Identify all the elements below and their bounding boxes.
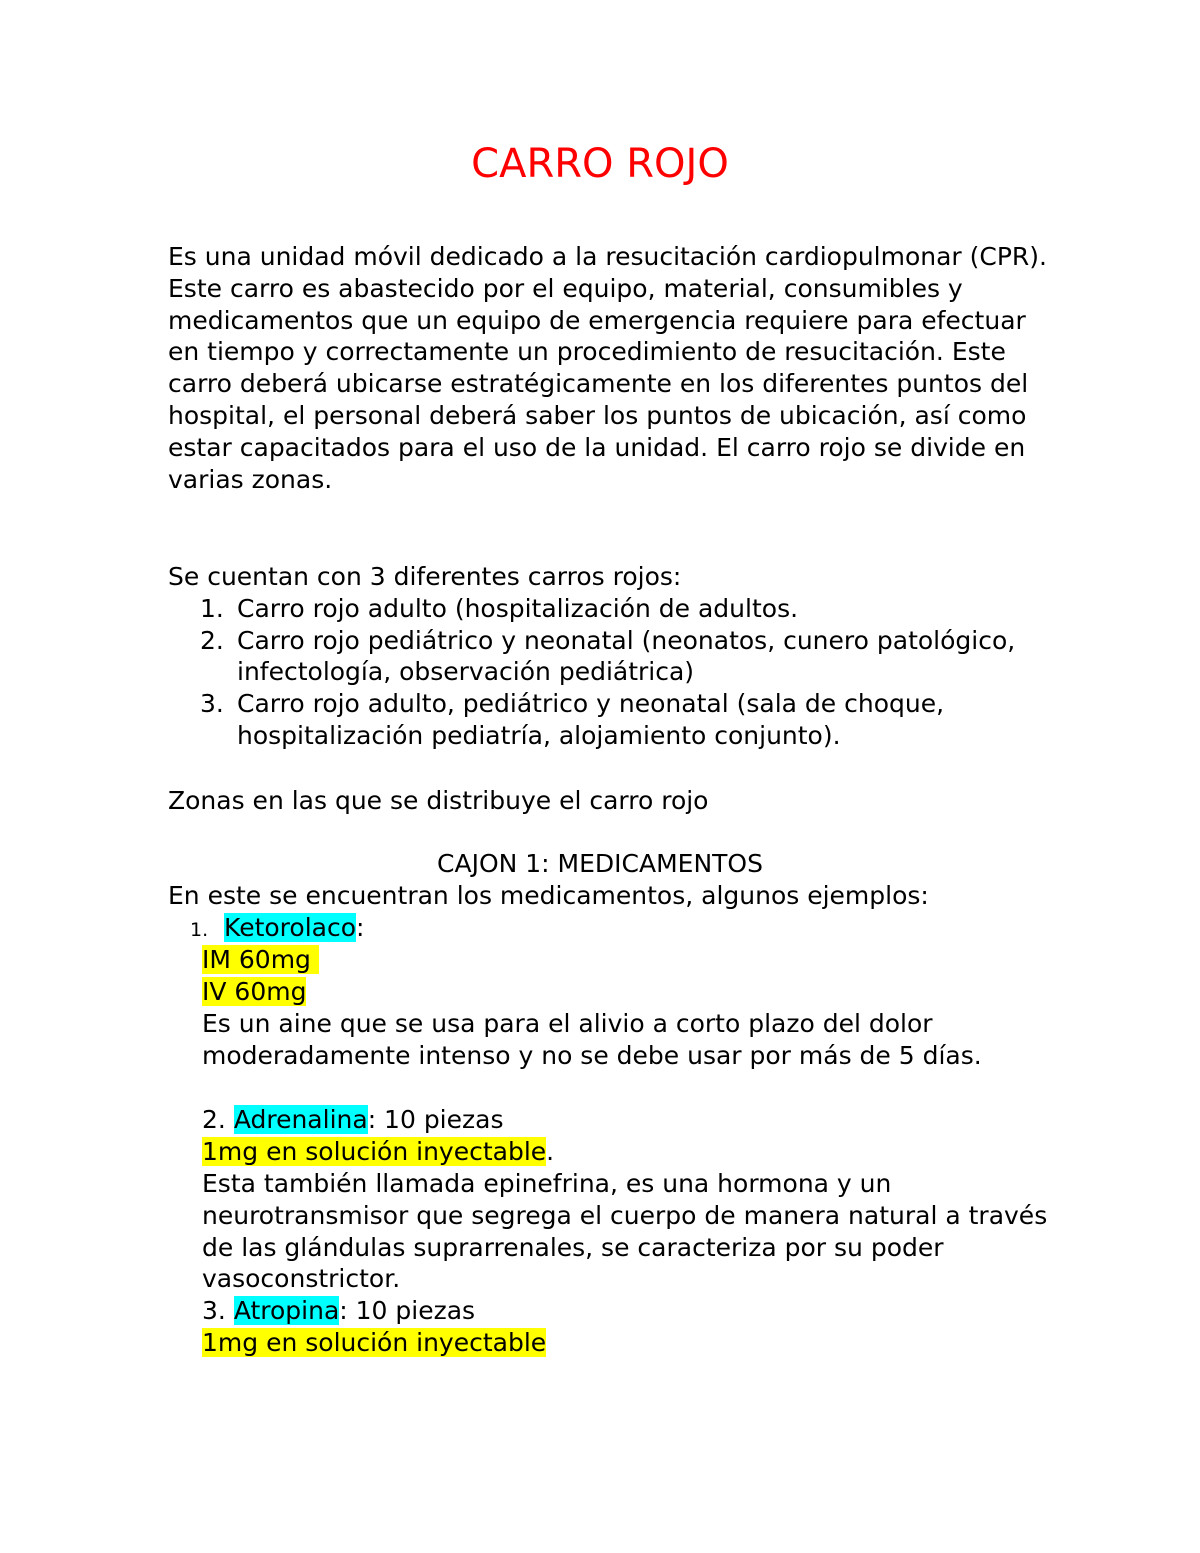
list-text: Carro rojo adulto (hospitalización de adultos. — [237, 593, 799, 623]
med-name: Atropina — [233, 1296, 340, 1325]
carts-heading: Se cuentan con 3 diferentes carros rojos: — [168, 562, 682, 591]
med-name: Adrenalina — [233, 1105, 368, 1134]
dose-highlight: IM 60mg — [202, 945, 319, 974]
list-text: Carro rojo adulto, pediátrico y neonatal (sala de choque, hospitalización pediatría, alojamiento conjunto). — [237, 689, 945, 750]
list-item — [168, 688, 1068, 752]
list-text: Carro rojo pediátrico y neonatal (neonatos, cunero patológico, infectología, observación pediátrica) — [237, 625, 1016, 687]
list-number: 3. — [200, 689, 224, 719]
list-item — [168, 593, 1068, 625]
carts-section — [168, 561, 1068, 752]
med-suffix: : — [356, 913, 365, 942]
dose-suffix: . — [546, 1137, 555, 1166]
dose-highlight: 1mg en solución inyectable — [202, 1137, 547, 1166]
med-2-dose — [202, 1136, 1062, 1168]
drawer1-intro: En este se encuentran los medicamentos, algunos ejemplos: — [168, 881, 929, 910]
med-number: 1. — [190, 919, 209, 941]
med-2-description: Esta también llamada epinefrina, es una hormona y un neurotransmisor que segrega el cuerpo de manera natural a través de las glándulas suprarrenales, se caracteriza por su poder vasoconstrictor. — [202, 1169, 1048, 1294]
zones-heading: Zonas en las que se distribuye el carro rojo — [168, 786, 709, 815]
list-item — [168, 625, 1068, 689]
list-number: 1. — [200, 593, 224, 623]
med-1-dose-iv — [202, 976, 1062, 1008]
drawer1-title: CAJON 1: MEDICAMENTOS — [437, 849, 763, 878]
intro-paragraph: Es una unidad móvil dedicado a la resucitación cardiopulmonar (CPR). Este carro es abastecido por el equipo, material, consumibles y medicamentos que un equipo de emergencia requiere para efectuar en tiempo y correctamente un procedimiento de resucitación. Este carro deberá ubicarse estratégicamente en los diferentes puntos del hospital, el personal deberá saber los puntos de ubicación, así como estar capacitados para el uso de la unidad. El carro rojo se divide en varias zonas. — [168, 242, 1048, 494]
med-3-header — [202, 1295, 1062, 1327]
list-number: 2. — [200, 625, 224, 655]
med-name: Ketorolaco — [224, 913, 357, 942]
carts-list — [168, 593, 1068, 752]
med-1-dose-im — [202, 944, 1062, 976]
dose-highlight: 1mg en solución inyectable — [202, 1328, 547, 1357]
page-title: CARRO ROJO — [471, 141, 729, 187]
med-3-dose — [202, 1327, 1062, 1359]
med-2-header — [202, 1104, 1062, 1136]
med-number: 2. — [202, 1105, 226, 1134]
med-suffix: : 10 piezas — [367, 1105, 504, 1134]
med-number: 3. — [202, 1296, 226, 1325]
dose-highlight: IV 60mg — [202, 977, 307, 1006]
med-1-description: Es un aine que se usa para el alivio a corto plazo del dolor moderadamente intenso y no se debe usar por más de 5 días. — [202, 1009, 982, 1070]
med-1-header — [190, 912, 1090, 947]
med-suffix: : 10 piezas — [339, 1296, 476, 1325]
